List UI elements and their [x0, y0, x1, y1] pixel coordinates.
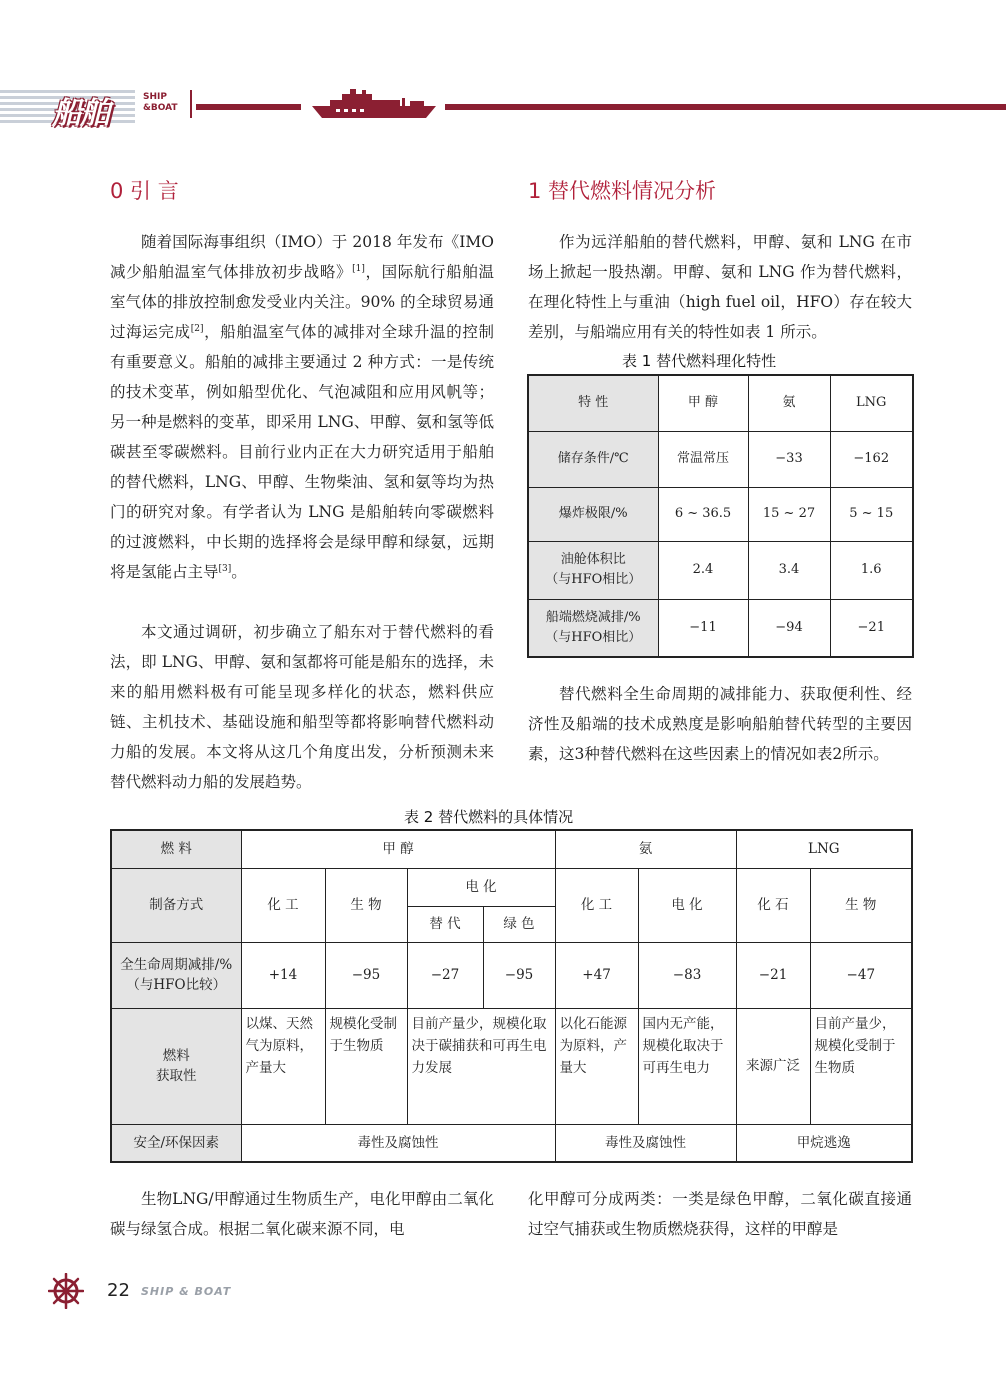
footer-brand: SHIP & BOAT — [141, 1285, 232, 1298]
table-2-row-label — [111, 1008, 241, 1124]
table-1-header-cell: 甲 醇 — [658, 375, 748, 431]
table-2-cell: 电 化 — [407, 868, 555, 906]
table-2-cell: 以化石能源为原料，产量大 — [555, 1008, 638, 1124]
table-2-row — [111, 1008, 912, 1124]
citation-2[interactable]: [2] — [190, 323, 204, 334]
table-2-cell: −27 — [407, 942, 483, 1008]
table-2-cell: −21 — [736, 942, 810, 1008]
section-0-title: 0 引 言 — [110, 179, 179, 203]
bottom-left-paragraph: 生物LNG/甲醇通过生物质生产，电化甲醇由二氧化碳与绿氢合成。根据二氧化碳来源不同，电 — [110, 1190, 494, 1238]
table-2-cell: −95 — [325, 942, 407, 1008]
table-2-row — [111, 942, 912, 1008]
row-label-line-2: （与HFO比较） — [126, 977, 227, 993]
row-label-line-1: 船端燃烧减排/% — [545, 609, 641, 625]
ship-wheel-icon — [48, 1273, 84, 1309]
table-1-cell: 2.4 — [658, 541, 748, 599]
table-2-row-label: 制备方式 — [111, 868, 241, 942]
table-2-cell: 替 代 — [407, 906, 483, 942]
header-rule-right — [445, 104, 1006, 110]
p1-text-b: ，国际航行船舶温室气体的排放控制愈发受业内关注。90% 的全球贸易通过海运完成 — [110, 263, 494, 341]
table-2-cell: 生 物 — [810, 868, 912, 942]
table-1-row-label: 储存条件/℃ — [528, 431, 658, 487]
ship-icon — [310, 88, 440, 120]
table-1-cell: −21 — [830, 599, 913, 657]
table-2-cell: 毒性及腐蚀性 — [241, 1124, 555, 1162]
journal-logo-subtitle — [143, 92, 193, 114]
table-2-cell: 规模化受制于生物质 — [325, 1008, 407, 1124]
logo-sub-ship: SHIP — [143, 92, 167, 102]
p1-text-a: 随着国际海事组织（IMO）于 2018 年发布《IMO 减少船舶温室气体排放初步战略》 — [110, 233, 494, 281]
table-2-cell: 来源广泛 — [736, 1008, 810, 1124]
table-2-cell: 目前产量少，规模化取决于碳捕获和可再生电力发展 — [407, 1008, 555, 1124]
table-1-cell: 1.6 — [830, 541, 913, 599]
journal-logo: 船舶 — [52, 96, 108, 131]
table-1-row-label — [528, 599, 658, 657]
table-1-cell: 15 ~ 27 — [748, 487, 830, 541]
section-1-paragraph-2: 替代燃料全生命周期的减排能力、获取便利性、经济性及船端的技术成熟度是影响船舶替代转型的主要因素，这3种替代燃料在这些因素上的情况如表2所示。 — [528, 685, 912, 763]
table-2-cell: 化 工 — [241, 868, 325, 942]
logo-sub-boat: &BOAT — [143, 103, 178, 113]
row-label-line-1: 全生命周期减排/% — [120, 957, 233, 973]
section-0-paragraph-1 — [110, 227, 494, 587]
table-1-row — [528, 541, 913, 599]
table-2-row-label: 燃 料 — [111, 830, 241, 868]
table-2-cell: 化 工 — [555, 868, 638, 942]
table-1-caption: 表 1 替代燃料理化特性 — [622, 352, 777, 370]
row-label-line-2: （与HFO相比） — [545, 629, 642, 645]
table-2-header-cell: 甲 醇 — [241, 830, 555, 868]
section-0-paragraph-2: 本文通过调研，初步确立了船东对于替代燃料的看法，即 LNG、甲醇、氨和氢都将可能是船东的选择，未来的船用燃料极有可能呈现多样化的状态，燃料供应链、主机技术、基础设施和船型等都将影响替代燃料动力船的发展。本文将从这几个角度出发，分析预测未来替代燃料动力船的发展趋势。 — [110, 623, 494, 791]
table-1-header-cell: 特 性 — [528, 375, 658, 431]
table-1-row — [528, 599, 913, 657]
table-1-header-cell: LNG — [830, 375, 913, 431]
table-2-row — [111, 868, 912, 906]
table-1-cell: −11 — [658, 599, 748, 657]
table-2-cell: −83 — [638, 942, 736, 1008]
table-1 — [527, 374, 914, 658]
table-1-header-row — [528, 375, 913, 431]
row-label-line-1: 油舱体积比 — [560, 552, 626, 567]
table-1-cell: 常温常压 — [658, 431, 748, 487]
table-2-cell: +14 — [241, 942, 325, 1008]
table-2-cell: −95 — [483, 942, 555, 1008]
table-2-cell: 目前产量少，规模化受制于生物质 — [810, 1008, 912, 1124]
table-1-row — [528, 487, 913, 541]
table-2-cell: 生 物 — [325, 868, 407, 942]
table-2-cell: 毒性及腐蚀性 — [555, 1124, 736, 1162]
table-2-header-cell: LNG — [736, 830, 912, 868]
table-1-cell: 5 ~ 15 — [830, 487, 913, 541]
table-2 — [110, 829, 913, 1163]
table-1-cell: −94 — [748, 599, 830, 657]
section-1-paragraph-1: 作为远洋船舶的替代燃料，甲醇、氨和 LNG 在市场上掀起一股热潮。甲醇、氨和 LNG 作为替代燃料，在理化特性上与重油（high fuel oil，HFO）存在较大差别，与船端应用有关的特性如表 1 所示。 — [528, 233, 912, 341]
table-1-cell: 3.4 — [748, 541, 830, 599]
table-1-cell: 6 ~ 36.5 — [658, 487, 748, 541]
table-2-cell: −47 — [810, 942, 912, 1008]
table-2-cell: 电 化 — [638, 868, 736, 942]
table-2-cell: +47 — [555, 942, 638, 1008]
table-1-row — [528, 431, 913, 487]
table-2-row-label: 安全/环保因素 — [111, 1124, 241, 1162]
header-divider — [190, 90, 192, 118]
table-2-cell: 绿 色 — [483, 906, 555, 942]
row-label-line-2: （与HFO相比） — [545, 572, 642, 587]
table-1-row-label — [528, 541, 658, 599]
page-header — [0, 88, 1006, 131]
table-2-caption: 表 2 替代燃料的具体情况 — [404, 808, 574, 826]
table-1-cell: −33 — [748, 431, 830, 487]
table-2-cell: 甲烷逃逸 — [736, 1124, 912, 1162]
header-rule-left — [196, 104, 301, 110]
table-2-row — [111, 1124, 912, 1162]
citation-1[interactable]: [1] — [352, 263, 365, 274]
table-2-header-row — [111, 830, 912, 868]
table-1-row-label: 爆炸极限/% — [528, 487, 658, 541]
page-number: 22 — [107, 1280, 130, 1301]
table-2-cell: 化 石 — [736, 868, 810, 942]
table-2-row-label — [111, 942, 241, 1008]
section-1-title: 1 替代燃料情况分析 — [528, 179, 717, 203]
row-label-line-2: 获取性 — [156, 1068, 197, 1084]
table-2-cell: 国内无产能，规模化取决于可再生电力 — [638, 1008, 736, 1124]
table-1-header-cell: 氨 — [748, 375, 830, 431]
row-label-line-1: 燃料 — [162, 1048, 190, 1064]
bottom-right-paragraph: 化甲醇可分成两类：一类是绿色甲醇，二氧化碳直接通过空气捕获或生物质燃烧获得，这样的甲醇是 — [528, 1190, 912, 1238]
table-2-cell: 以煤、天然气为原料，产量大 — [241, 1008, 325, 1124]
citation-3[interactable]: [3] — [218, 563, 232, 574]
table-1-cell: −162 — [830, 431, 913, 487]
p1-text-c: ，船舶温室气体的减排对全球升温的控制有重要意义。船舶的减排主要通过 2 种方式：一是传统的技术变革，例如船型优化、气泡减阻和应用风帆等；另一种是燃料的变革，即采用 LNG、甲醇、氨和氢等低碳甚至零碳燃料。目前行业内正在大力研究适用于船舶的替代燃料，LNG、甲醇、生物柴油、氢和氨等均为热门的研究对象。有学者认为 LNG 是船舶转向零碳燃料的过渡燃料，中长期的选择将会是绿甲醇和绿氨，远期将是氢能占主导 — [110, 323, 494, 581]
p1-text-d: 。 — [231, 563, 247, 581]
table-2-header-cell: 氨 — [555, 830, 736, 868]
